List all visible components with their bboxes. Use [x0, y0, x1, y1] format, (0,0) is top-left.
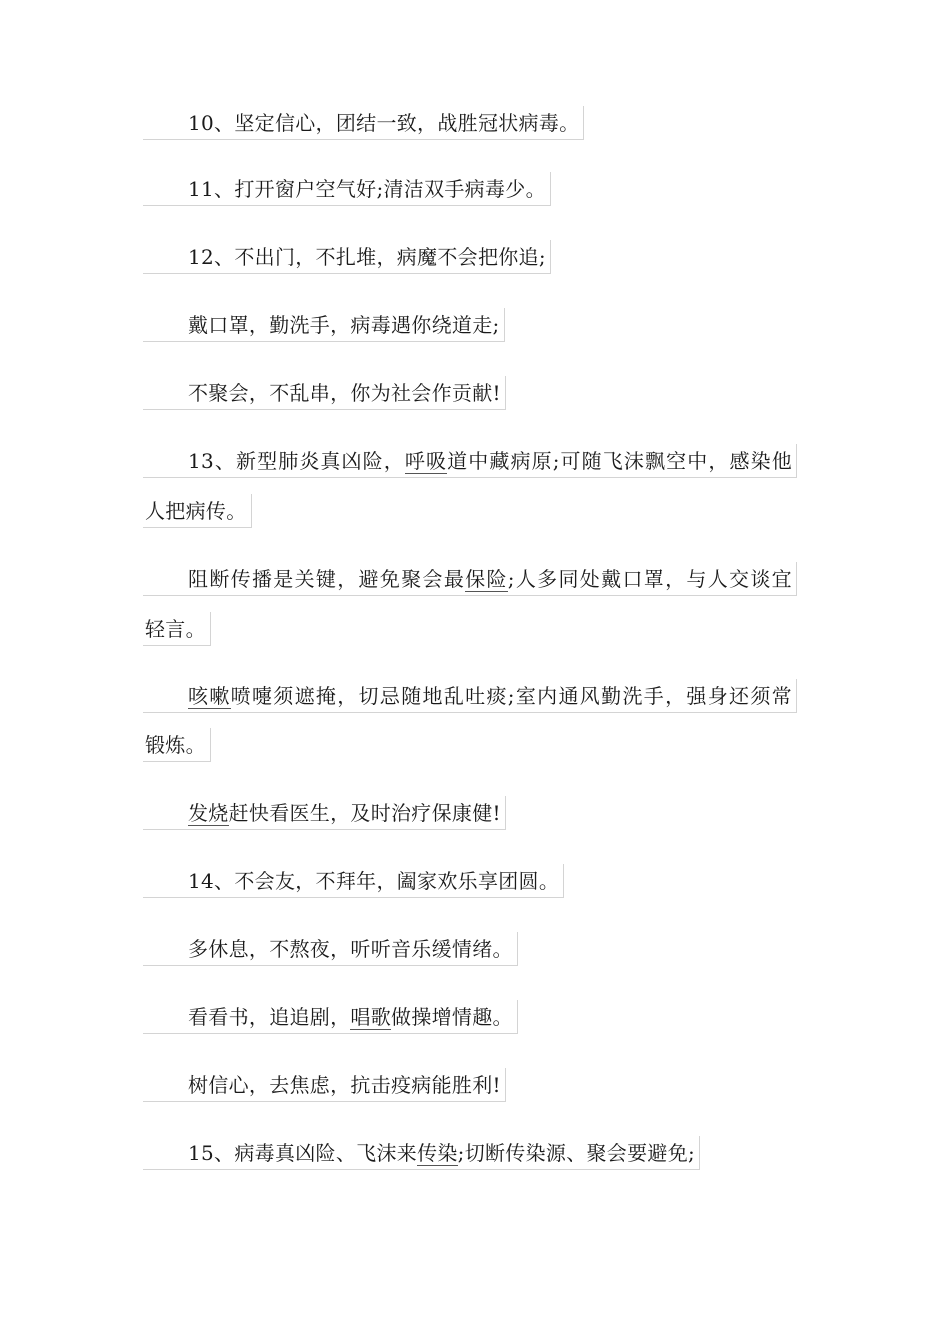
line-text: 不聚会，不乱串，你为社会作贡献! [188, 381, 501, 405]
slogan-line-13c-cont [143, 728, 211, 762]
slogan-line-14 [143, 864, 564, 898]
text-segment: 看看书，追追剧， [188, 1005, 351, 1029]
line-text: 戴口罩，勤洗手，病毒遇你绕道走; [188, 313, 500, 337]
underlined-word: 咳嗽 [188, 684, 231, 708]
text-segment: ;切断传染源、聚会要避免; [457, 1141, 696, 1165]
text-segment: 做操增情趣。 [391, 1005, 513, 1029]
text-segment: ;人多同处戴口罩，与人交谈宜 [507, 567, 792, 591]
underlined-word: 呼吸 [404, 449, 448, 473]
slogan-line-13-cont [143, 494, 252, 528]
underlined-word: 唱歌 [350, 1005, 392, 1029]
slogan-line-13c [143, 679, 797, 713]
line-text: 10、坚定信心，团结一致，战胜冠状病毒。 [188, 111, 580, 135]
underlined-word: 发烧 [188, 801, 229, 825]
line-text: 人把病传。 [145, 499, 247, 523]
slogan-line-13b [143, 562, 797, 596]
slogan-line-12c [143, 376, 506, 410]
line-text [188, 801, 501, 826]
line-text [188, 1005, 513, 1030]
slogan-line-14d [143, 1068, 506, 1102]
slogan-line-10 [143, 106, 584, 140]
slogan-line-15 [143, 1136, 700, 1170]
line-text: 轻言。 [145, 617, 206, 641]
line-text: 多休息，不熬夜，听听音乐缓情绪。 [188, 937, 513, 961]
line-text [188, 562, 792, 595]
line-text: 12、不出门，不扎堆，病魔不会把你追; [188, 245, 546, 269]
line-text [188, 679, 792, 712]
text-segment: 喷嚏须遮掩，切忌随地乱吐痰;室内通风勤洗手，强身还须常 [230, 684, 792, 708]
line-text: 11、打开窗户空气好;清洁双手病毒少。 [188, 177, 546, 201]
line-text [188, 1141, 695, 1166]
slogan-line-13 [143, 444, 797, 478]
text-segment: 赶快看医生，及时治疗保康健! [228, 801, 501, 825]
slogan-line-14c [143, 1000, 518, 1034]
slogan-line-13d [143, 796, 506, 830]
text-segment: 13、新型肺炎真凶险， [188, 449, 405, 473]
underlined-word: 保险 [465, 567, 508, 591]
slogan-line-12b [143, 308, 505, 342]
line-text: 锻炼。 [145, 733, 206, 757]
line-text: 树信心，去焦虑，抗击疫病能胜利! [188, 1073, 501, 1097]
slogan-line-11 [143, 172, 551, 206]
slogan-line-14b [143, 932, 518, 966]
underlined-word: 传染 [417, 1141, 458, 1165]
slogan-line-13b-cont [143, 612, 211, 646]
text-segment: 15、病毒真凶险、飞沫来 [188, 1141, 418, 1165]
text-segment: 道中藏病原;可随飞沫飘空中，感染他 [447, 449, 792, 473]
text-segment: 阻断传播是关键，避免聚会最 [188, 567, 466, 591]
line-text: 14、不会友，不拜年，阖家欢乐享团圆。 [188, 869, 560, 893]
slogan-line-12 [143, 240, 551, 274]
line-text [188, 444, 792, 477]
